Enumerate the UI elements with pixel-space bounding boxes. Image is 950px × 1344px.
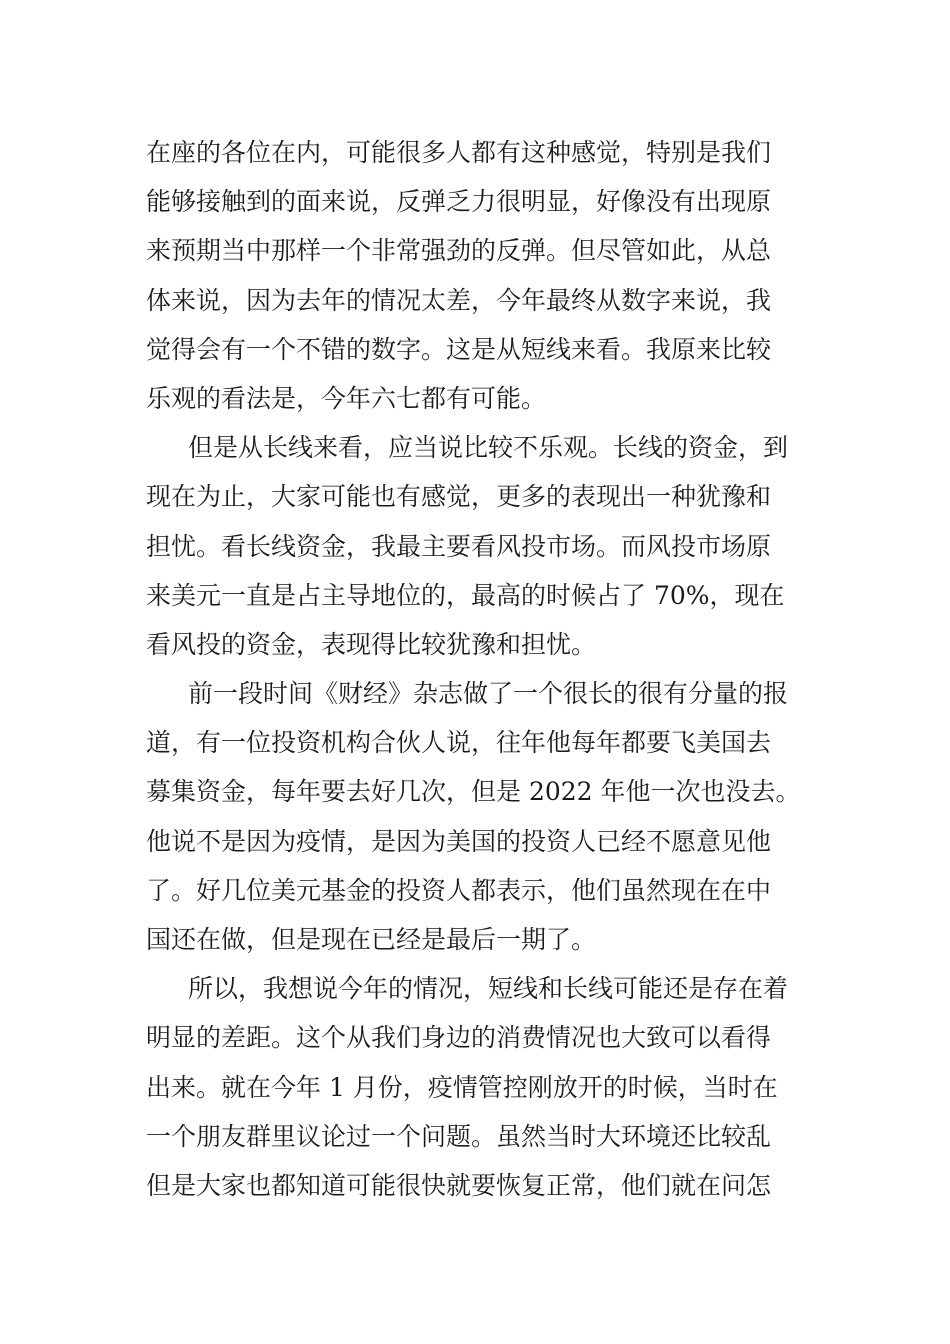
text-line: 现在为止，大家可能也有感觉，更多的表现出一种犹豫和 <box>146 482 772 512</box>
text-line: 乐观的看法是，今年六七都有可能。 <box>146 383 547 413</box>
text-line: 担忧。看长线资金，我最主要看风投市场。而风投市场原 <box>146 531 772 561</box>
body-text <box>146 128 816 1210</box>
text-line: 觉得会有一个不错的数字。这是从短线来看。我原来比较 <box>146 334 772 364</box>
paragraph-first-line: 但是从长线来看，应当说比较不乐观。长线的资金，到 <box>188 433 789 463</box>
paragraph-first-line: 前一段时间《财经》杂志做了一个很长的很有分量的报 <box>188 679 789 709</box>
text-line: 看风投的资金，表现得比较犹豫和担忧。 <box>146 629 597 659</box>
text-line: 明显的差距。这个从我们身边的消费情况也大致可以看得 <box>146 1023 772 1053</box>
text-line: 在座的各位在内，可能很多人都有这种感觉，特别是我们 <box>146 138 772 167</box>
text-line: 来预期当中那样一个非常强劲的反弹。但尽管如此，从总 <box>146 236 772 266</box>
text-line: 能够接触到的面来说，反弹乏力很明显，好像没有出现原 <box>146 187 772 217</box>
text-line: 一个朋友群里议论过一个问题。虽然当时大环境还比较乱 <box>146 1121 772 1151</box>
text-line: 但是大家也都知道可能很快就要恢复正常，他们就在问怎 <box>146 1170 772 1200</box>
paragraph-first-line: 所以，我想说今年的情况，短线和长线可能还是存在着 <box>188 974 789 1004</box>
text-line: 了。好几位美元基金的投资人都表示，他们虽然现在在中 <box>146 875 772 905</box>
text-line: 出来。就在今年 1 月份，疫情管控刚放开的时候，当时在 <box>146 1072 778 1102</box>
text-line: 募集资金，每年要去好几次，但是 2022 年他一次也没去。 <box>146 777 801 807</box>
text-line: 来美元一直是占主导地位的，最高的时候占了 70%，现在 <box>146 580 785 610</box>
text-line: 道，有一位投资机构合伙人说，往年他每年都要飞美国去 <box>146 728 772 758</box>
text-line: 他说不是因为疫情，是因为美国的投资人已经不愿意见他 <box>146 826 772 856</box>
text-line: 体来说，因为去年的情况太差，今年最终从数字来说，我 <box>146 285 772 315</box>
text-line: 国还在做，但是现在已经是最后一期了。 <box>146 925 597 954</box>
